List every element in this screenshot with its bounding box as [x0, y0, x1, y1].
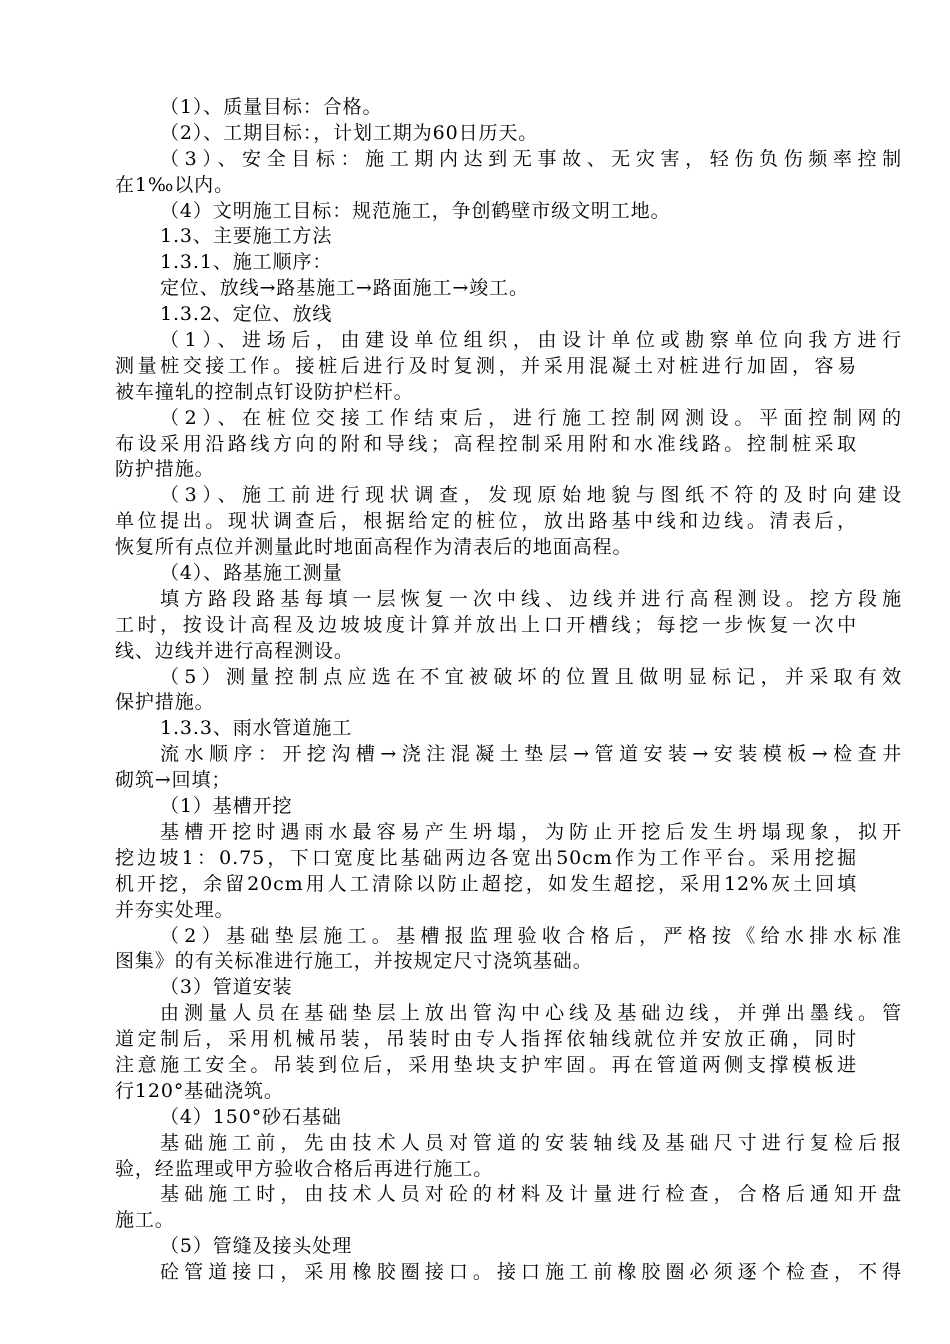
text-line: 工时，按设计高程及边坡坡度计算并放出上口开槽线；每挖一步恢复一次中 [115, 613, 857, 636]
text-line: （2）基础垫层施工。基槽报监理验收合格后，严格按《给水排水标准 [160, 924, 902, 947]
text-line: 道定制后，采用机械吊装，吊装时由专人指挥依轴线就位并安放正确，同时 [115, 1028, 857, 1051]
text-line: 1.3、主要施工方法 [160, 225, 333, 248]
text-line: （4）、路基施工测量 [160, 562, 343, 585]
text-line: 行120°基础浇筑。 [115, 1079, 284, 1102]
text-line: 基础施工时，由技术人员对砼的材料及计量进行检查，合格后通知开盘 [160, 1183, 902, 1206]
text-line: 由测量人员在基础垫层上放出管沟中心线及基础边线，并弹出墨线。管 [160, 1002, 902, 1025]
text-line: （1）、进场后，由建设单位组织，由设计单位或勘察单位向我方进行 [160, 329, 902, 352]
text-line: 并夯实处理。 [115, 898, 235, 921]
text-line: （2）、工期目标：，计划工期为60日历天。 [160, 121, 539, 144]
text-line: （5）测量控制点应选在不宜被破坏的位置且做明显标记，并采取有效 [160, 665, 902, 688]
text-line: 砼管道接口，采用橡胶圈接口。接口施工前橡胶圈必须逐个检查，不得 [160, 1261, 902, 1284]
text-line: 流水顺序：开挖沟槽→浇注混凝土垫层→管道安装→安装模板→检查井 [160, 743, 902, 766]
text-line: 测量桩交接工作。接桩后进行及时复测，并采用混凝土对桩进行加固，容易 [115, 354, 857, 377]
text-line: 恢复所有点位并测量此时地面高程作为清表后的地面高程。 [115, 536, 633, 559]
text-line: 防护措施。 [115, 458, 215, 481]
text-line: （1）、质量目标：合格。 [160, 96, 383, 118]
text-line: 1.3.1、施工顺序： [160, 251, 333, 274]
text-line: （3）、安全目标：施工期内达到无事故、无灾害，轻伤负伤频率控制 [160, 147, 902, 170]
text-line: 机开挖，余留20cm用人工清除以防止超挖，如发生超挖，采用12%灰土回填 [115, 872, 857, 895]
text-line: 验，经监理或甲方验收合格后再进行施工。 [115, 1157, 494, 1180]
text-line: （3）管道安装 [160, 976, 293, 999]
text-line: 线、边线并进行高程测设。 [115, 639, 354, 662]
text-line: （4）文明施工目标：规范施工，争创鹤壁市级文明工地。 [160, 199, 671, 222]
text-line: 单位提出。现状调查后，根据给定的桩位，放出路基中线和边线。清表后， [115, 510, 857, 533]
text-line: 定位、放线→路基施工→路面施工→竣工。 [160, 277, 529, 300]
text-line: 填方路段路基每填一层恢复一次中线、边线并进行高程测设。挖方段施 [160, 587, 902, 610]
text-line: 1.3.3、雨水管道施工 [160, 717, 353, 740]
text-line: 布设采用沿路线方向的附和导线；高程控制采用附和水准线路。控制桩采取 [115, 432, 857, 455]
text-line: 被车撞轧的控制点钉设防护栏杆。 [115, 380, 414, 403]
text-line: 基槽开挖时遇雨水最容易产生坍塌，为防止开挖后发生坍塌现象，拟开 [160, 820, 902, 843]
text-line: （3）、施工前进行现状调查，发现原始地貌与图纸不符的及时向建设 [160, 484, 902, 507]
text-line: （1）基槽开挖 [160, 795, 293, 818]
text-line: （5）管缝及接头处理 [160, 1235, 353, 1258]
document-body [115, 95, 950, 1286]
text-line: 基础施工前，先由技术人员对管道的安装轴线及基础尺寸进行复检后报 [160, 1131, 902, 1154]
text-line: 在1‰以内。 [115, 173, 234, 196]
text-line: 注意施工安全。吊装到位后，采用垫块支护牢固。再在管道两侧支撑模板进 [115, 1053, 857, 1076]
text-line: 砌筑→回填； [115, 769, 232, 792]
text-line: 挖边坡1：0.75，下口宽度比基础两边各宽出50cm作为工作平台。采用挖掘 [115, 846, 857, 869]
text-line: 保护措施。 [115, 691, 215, 714]
text-line: 施工。 [115, 1209, 175, 1232]
text-line: （4）150°砂石基础 [160, 1105, 342, 1128]
text-line: （2）、在桩位交接工作结束后，进行施工控制网测设。平面控制网的 [160, 406, 902, 429]
text-line: 图集》的有关标准进行施工，并按规定尺寸浇筑基础。 [115, 950, 593, 973]
text-line: 1.3.2、定位、放线 [160, 303, 333, 326]
